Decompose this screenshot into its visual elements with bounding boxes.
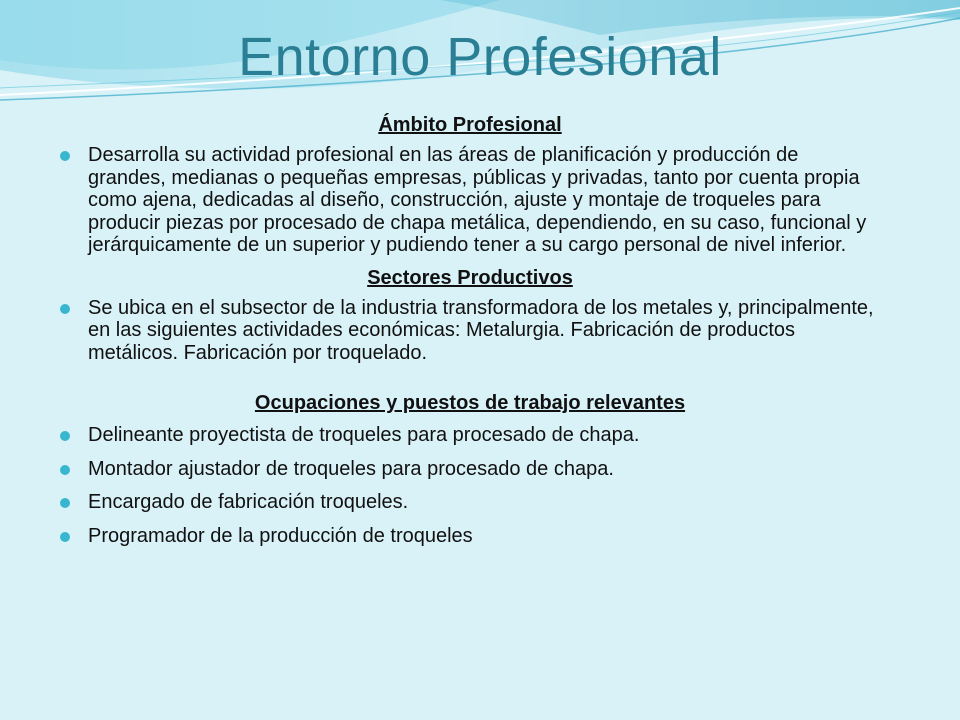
list-item — [60, 424, 880, 447]
slide-content — [60, 112, 880, 558]
list-item-text: Programador de la producción de troqueles — [88, 524, 473, 547]
bullet-icon — [60, 532, 70, 542]
list-item-text: Se ubica en el subsector de la industria transformadora de los metales y, principalmente, en las siguientes actividades económicas: Metalurgia. Fabricación de productos metálicos. Fabricación por troquelado. — [88, 296, 874, 364]
list-item — [60, 297, 880, 365]
list-item-text: Montador ajustador de troqueles para procesado de chapa. — [88, 457, 614, 480]
bullet-icon — [60, 465, 70, 475]
section-list-ambito — [60, 144, 880, 257]
section-list-ocupaciones — [60, 424, 880, 547]
section-list-sectores — [60, 297, 880, 365]
bullet-icon — [60, 498, 70, 508]
list-item — [60, 458, 880, 481]
slide-title: Entorno Profesional — [238, 27, 722, 87]
list-item — [60, 525, 880, 548]
list-item — [60, 491, 880, 514]
bullet-icon — [60, 431, 70, 441]
bullet-icon — [60, 151, 70, 161]
list-item-text: Delineante proyectista de troqueles para procesado de chapa. — [88, 424, 640, 446]
bullet-icon — [60, 304, 70, 314]
list-item-text: Encargado de fabricación troqueles. — [88, 491, 409, 513]
section-heading-ambito: Ámbito Profesional — [378, 114, 562, 136]
section-heading-ocupaciones: Ocupaciones y puestos de trabajo relevantes — [254, 392, 686, 414]
section-heading-sectores: Sectores Productivos — [367, 266, 573, 289]
list-item — [60, 144, 880, 257]
list-item-text: Desarrolla su actividad profesional en las áreas de planificación y producción de grandes, medianas o pequeñas empresas, públicas y privadas, tanto por cuenta propia como ajena, dedicadas al diseño, construcción, ajuste y montaje de troqueles para producir piezas por procesado de chapa metálica, dependiendo, en su caso, funcional y jerárquicamente de un superior y pudiendo tener a su cargo personal de nivel inferior. — [88, 144, 867, 256]
